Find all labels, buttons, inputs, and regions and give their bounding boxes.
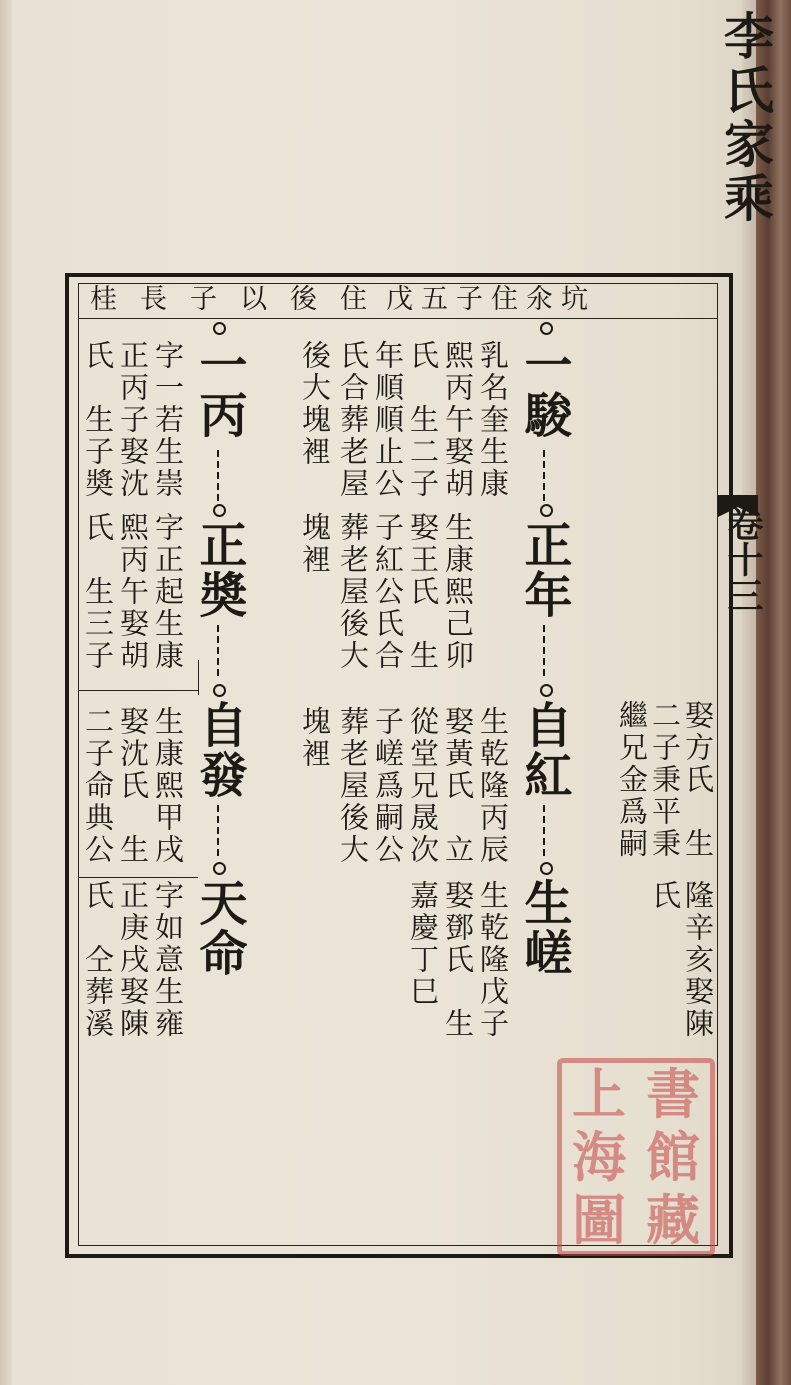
right-note-line: 氏 <box>648 880 682 912</box>
note-line: 氏合葬老屋 <box>336 340 370 500</box>
lineage-dash <box>217 450 219 505</box>
seal-char: 圖 <box>572 1187 626 1252</box>
lineage-dash <box>217 805 219 860</box>
person-name-zihong: 自紅 <box>516 700 572 800</box>
note-line: 娶沈氏 生 <box>116 706 150 866</box>
lineage-dash <box>543 625 545 680</box>
person-name-yijun: 一駿 <box>516 340 572 440</box>
person-name-shengcuo: 生嵯 <box>516 878 572 978</box>
person-name-yibing: 一丙 <box>191 340 247 440</box>
note-line: 氏 生二子 <box>406 340 440 500</box>
row-divider-1 <box>78 690 198 691</box>
note-line: 從堂兄晟次 <box>406 706 440 866</box>
library-seal-stamp <box>557 1058 715 1256</box>
person-name-zhengjiang: 正奬 <box>191 520 247 620</box>
person-name-zhengnian: 正年 <box>516 520 572 620</box>
note-line: 葬老屋後大 <box>336 512 370 672</box>
person-marker-circle <box>540 684 553 697</box>
note-line: 生康熙己卯 <box>441 512 475 672</box>
top-note-left: 桂長子以後住 <box>90 284 390 315</box>
seal-char: 館 <box>646 1124 700 1189</box>
note-line: 字如意生雍 <box>151 880 185 1040</box>
person-marker-circle <box>540 504 553 517</box>
right-note-line: 繼兄金爲嗣 <box>615 700 649 860</box>
note-line: 氏 生子奬 <box>81 340 115 500</box>
seal-char: 藏 <box>646 1187 700 1252</box>
note-line: 娶鄧氏 生 <box>441 880 475 1040</box>
person-marker-circle <box>213 322 226 335</box>
note-line: 葬老屋後大 <box>336 706 370 866</box>
note-line: 後大塊裡 <box>298 340 332 468</box>
note-line: 塊裡 <box>298 512 332 576</box>
note-line: 熙丙午娶胡 <box>116 512 150 672</box>
person-marker-circle <box>213 684 226 697</box>
note-line: 娶黃氏 立 <box>441 706 475 866</box>
note-line: 子紅公氏合 <box>371 512 405 672</box>
note-line: 氏 仝葬溪 <box>81 880 115 1040</box>
note-line: 氏 生三子 <box>81 512 115 672</box>
note-line: 生乾隆丙辰 <box>476 706 510 866</box>
seal-char: 上 <box>572 1062 626 1127</box>
note-line: 正丙子娶沈 <box>116 340 150 500</box>
note-line: 塊裡 <box>298 706 332 770</box>
row-divider-2 <box>78 877 198 878</box>
note-line: 正庚戌娶陳 <box>116 880 150 1040</box>
person-marker-circle <box>540 862 553 875</box>
right-note-line: 二子秉平秉 <box>648 700 682 860</box>
person-marker-circle <box>213 504 226 517</box>
note-line: 熙丙午娶胡 <box>441 340 475 500</box>
right-note-line: 隆辛亥娶陳 <box>681 880 715 1040</box>
cell-divider <box>198 660 199 695</box>
lineage-dash <box>543 450 545 505</box>
note-line: 生乾隆戊子 <box>476 880 510 1040</box>
header-rule <box>78 318 718 319</box>
note-line: 字正起生康 <box>151 512 185 672</box>
person-marker-circle <box>540 322 553 335</box>
person-marker-circle <box>213 862 226 875</box>
person-name-zifa: 自發 <box>191 700 247 800</box>
note-line: 嘉慶丁巳 <box>406 880 440 1008</box>
right-note-line: 娶方氏 生 <box>681 700 715 860</box>
top-note-right: 戊五子住氽坑 <box>386 284 596 315</box>
note-line: 娶王氏 生 <box>406 512 440 672</box>
left-page-edge <box>0 0 12 1385</box>
person-name-tianming: 天命 <box>191 878 247 978</box>
note-line: 年順順止公 <box>371 340 405 500</box>
seal-char: 書 <box>646 1062 700 1127</box>
lineage-dash <box>543 805 545 860</box>
volume-label: 卷十三 <box>722 505 764 613</box>
note-line: 子嵯爲嗣公 <box>371 706 405 866</box>
book-title: 李氏家乘 <box>716 10 775 226</box>
note-line: 乳名奎生康 <box>476 340 510 500</box>
note-line: 生康熙甲戌 <box>151 706 185 866</box>
seal-char: 海 <box>572 1124 626 1189</box>
note-line: 字一若生崇 <box>151 340 185 500</box>
note-line: 二子命典公 <box>81 706 115 866</box>
lineage-dash <box>217 625 219 680</box>
